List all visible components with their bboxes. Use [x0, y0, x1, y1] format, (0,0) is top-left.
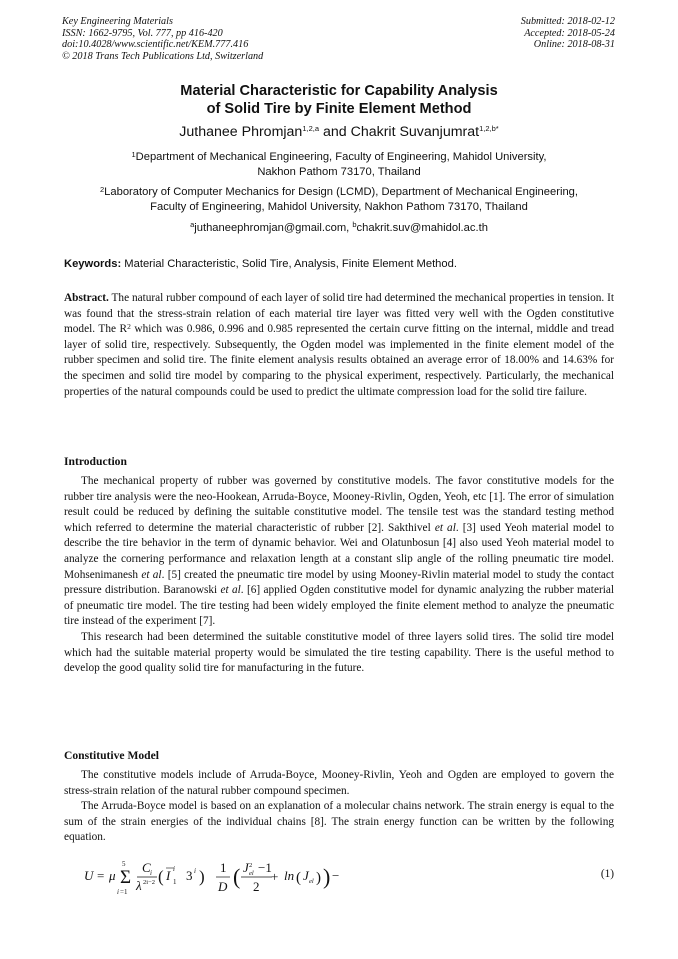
email-b[interactable]: chakrit.suv@mahidol.ac.th [356, 222, 488, 234]
svg-text:2i−2: 2i−2 [143, 879, 155, 886]
svg-text:λ: λ [136, 878, 142, 893]
affiliation-2-marker: 2 [100, 185, 105, 194]
author-1-affil: 1,2,a [302, 124, 320, 133]
constitutive-model-body [64, 768, 614, 846]
svg-text:+: + [271, 869, 279, 884]
email-a-marker: a [190, 220, 195, 229]
online-date: Online: 2018-08-31 [533, 39, 615, 51]
author-conjunction: and [319, 124, 351, 140]
svg-text:J: J [243, 860, 249, 875]
author-2-affil: 1,2,b* [479, 124, 499, 133]
author-emails [40, 221, 638, 235]
equation-1-number: (1) [600, 868, 614, 880]
svg-text:el: el [249, 870, 254, 877]
email-a[interactable]: juthaneephromjan@gmail.com, [194, 222, 353, 234]
email-b-marker: b [352, 220, 357, 229]
svg-text:(: ( [296, 870, 301, 886]
affiliation-1 [40, 150, 638, 180]
svg-text:I: I [166, 868, 171, 883]
keywords [64, 257, 624, 271]
author-2: Chakrit Suvanjumrat [350, 124, 480, 140]
affiliation-1-marker: 1 [131, 150, 136, 159]
affiliation-2 [40, 185, 638, 215]
introduction-body [64, 474, 614, 677]
svg-text:−1: −1 [258, 860, 272, 875]
svg-text:(: ( [158, 867, 164, 886]
svg-text:): ) [323, 864, 331, 889]
equation-1 [84, 858, 614, 896]
author-1: Juthanee Phromjan [179, 124, 303, 140]
accepted-date: Accepted: 2018-05-24 [524, 27, 615, 39]
svg-text:): ) [199, 867, 205, 886]
issn: ISSN: 1662-9795, Vol. 777, pp 416-420 [62, 27, 223, 39]
r-squared-sup: 2 [127, 322, 131, 332]
svg-text:(: ( [233, 864, 241, 889]
abstract [64, 291, 614, 400]
introduction-heading: Introduction [64, 455, 127, 468]
svg-text:): ) [316, 870, 321, 886]
keywords-text: Material Characteristic, Solid Tire, Analysis, Finite Element Method. [121, 258, 457, 270]
doi[interactable]: doi:10.4028/www.scientific.net/KEM.777.416 [62, 39, 249, 51]
svg-text:D: D [218, 879, 228, 894]
svg-text:C: C [142, 860, 151, 875]
svg-text:J: J [303, 868, 309, 883]
svg-text:ln: ln [284, 868, 295, 883]
journal-header-right [521, 16, 615, 51]
author-list [40, 123, 638, 141]
svg-text:3: 3 [186, 868, 193, 883]
journal-name: Key Engineering Materials [62, 16, 173, 27]
svg-text:5: 5 [122, 860, 126, 868]
keywords-label: Keywords: [64, 258, 122, 270]
copyright: © 2018 Trans Tech Publications Ltd, Switzerland [62, 50, 264, 62]
constitutive-paragraph-1: The constitutive models include of Arruda-Boyce, Mooney-Rivlin, Yeoh and Ogden are employed to govern the stress-strain relation of the natural rubber compound specimen. [64, 769, 614, 797]
introduction-paragraph-1: The mechanical property of rubber was governed by constitutive models. The favor constitutive models for the rubber tire analysis were the neo-Hookean, Arruda-Boyce, Mooney-Rivlin, Ogden, Yeoh, etc [1]. The error of simulation result could be reduced by defining the suitable constitutive model. The tensile test was the standard testing method which referred to determine the material characteristic of rubber [2]. Sakthivel et al. [3] used Yeoh material model to describe the tire behavior in the term of dynamic behavior. Wei and Olatunbosun [4] also used Yeoh material model to analyze the cornering performance and relaxation length at a constant slip angle of the rolling pneumatic tire model. Mohsenimanesh et al. [5] created the pneumatic tire model by using Mooney-Rivlin material model to study the contact pressure distribution. Baranowski et al. [6] applied Ogden constitutive model for dynamic analyzing the rubber material of pneumatic tire model. The tire testing had been widely employed the finite element method to analyze the pneumatic tire instead of the experiment [7]. [64, 475, 615, 628]
svg-text:=: = [97, 868, 105, 883]
svg-text:2: 2 [253, 879, 260, 894]
svg-text:el: el [309, 878, 314, 885]
abstract-label: Abstract. [64, 292, 109, 304]
svg-text:Σ: Σ [120, 867, 132, 888]
svg-text:1: 1 [220, 860, 227, 875]
paper-title [40, 82, 638, 118]
affiliation-1-line-1: Department of Mechanical Engineering, Faculty of Engineering, Mahidol University, [135, 151, 547, 163]
title-line-2: of Solid Tire by Finite Element Method [206, 101, 472, 117]
affiliation-1-line-2: Nakhon Pathom 73170, Thailand [257, 166, 421, 178]
svg-text:U: U [84, 868, 94, 883]
introduction-paragraph-2: This research had been determined the suitable constitutive model of three layers solid tires. The solid tire model which had the suitable material property would be simulated the tire testing capability. There is the useful method to develop the good quality solid tire for manufacturing in the future. [64, 630, 614, 675]
svg-text:i: i [173, 865, 175, 873]
svg-text:=1: =1 [120, 888, 128, 896]
affiliation-2-line-1: Laboratory of Computer Mechanics for Design (LCMD), Department of Mechanical Engineering, [104, 186, 578, 198]
title-line-1: Material Characteristic for Capability Analysis [180, 83, 498, 99]
abstract-text-b: which was 0.986, 0.996 and 0.985 represented the certain curve fitting on the internal, middle and tread layer of solid tire, respectively. Subsequently, the Ogden model was implemented in the finite element model of the rubber specimen and solid tire. The finite element analysis results obtained an average error of 18.00% and 14.63% for the specimen and solid tire model by comparing to the physical experiment, respectively. Particularly, the mechanical properties of the natural compounds could be used to predict the ultimate compression load for the solid tire failure. [64, 323, 614, 398]
svg-text:1: 1 [173, 878, 177, 886]
constitutive-model-heading: Constitutive Model [64, 749, 159, 762]
abstract-text-a: The natural rubber compound of each layer of solid tire had determined the mechanical properties in tension. It was found that the stress-strain relation of each material tire layer was fitted very well with the Ogden constitutive model. The R [64, 292, 614, 336]
journal-header-left [62, 16, 263, 62]
constitutive-paragraph-2: The Arruda-Boyce model is based on an explanation of a molecular chains network. The strain energy is equal to the sum of the strain energies of the individual chains [8]. The strain energy function can be written by the following equation. [64, 800, 614, 844]
svg-text:i: i [117, 888, 119, 896]
submitted-date: Submitted: 2018-02-12 [520, 16, 615, 27]
svg-text:2: 2 [249, 862, 253, 869]
svg-text:−: − [332, 868, 340, 883]
svg-text:i: i [194, 867, 196, 875]
svg-text:μ: μ [109, 868, 116, 883]
affiliation-2-line-2: Faculty of Engineering, Mahidol University, Nakhon Pathom 73170, Thailand [150, 201, 528, 213]
svg-text:i: i [150, 869, 152, 877]
